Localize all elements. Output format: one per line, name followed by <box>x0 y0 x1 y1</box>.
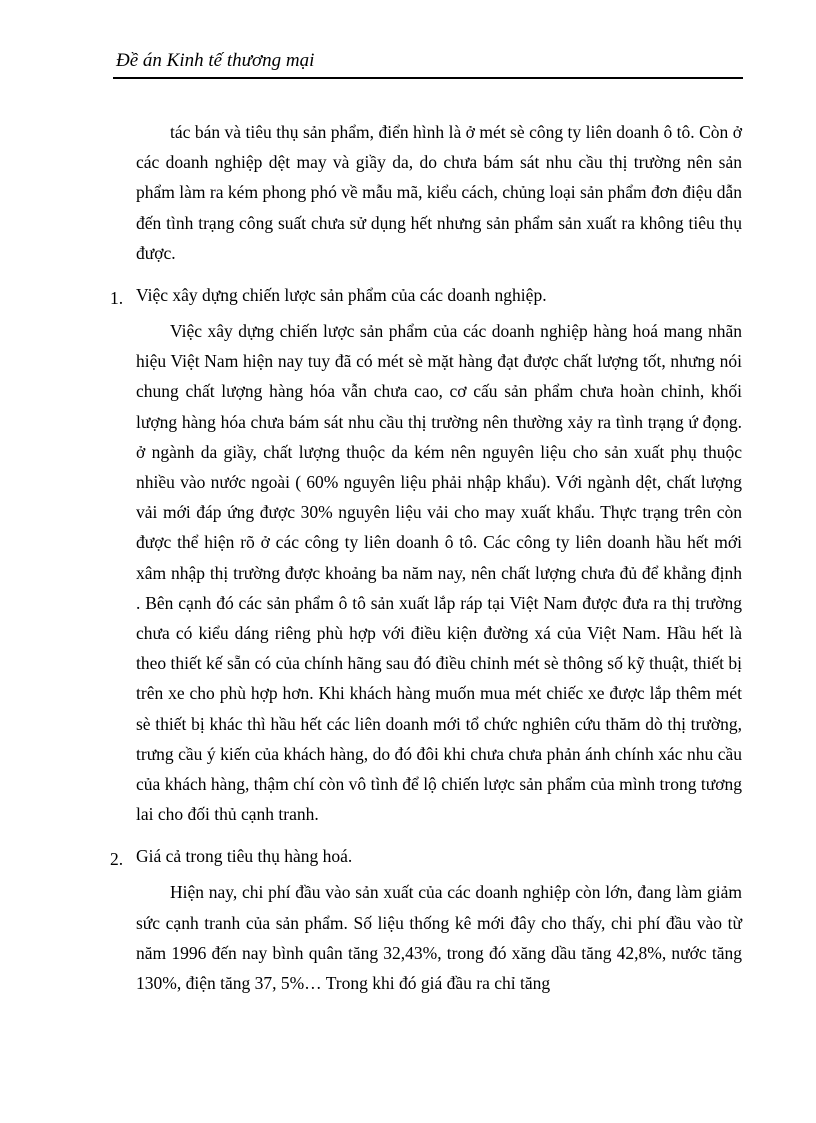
section-number-2: 2. <box>110 849 124 870</box>
section-number-1: 1. <box>110 288 124 309</box>
section-paragraph-2: Hiện nay, chi phí đầu vào sản xuất của các doanh nghiệp còn lớn, đang làm giảm sức cạnh tranh của sản phẩm. Số liệu thống kê mới đây cho thấy, chi phí đầu vào từ năm 1996 đến nay bình quân tăng 32,43%, trong đó xăng dầu tăng 42,8%, nước tăng 130%, điện tăng 37, 5%… Trong khi đó giá đầu ra chỉ tăng <box>136 882 742 994</box>
section-title-2: Giá cả trong tiêu thụ hàng hoá. <box>136 846 353 867</box>
section-paragraph-1: Việc xây dựng chiến lược sản phẩm của các doanh nghiệp hàng hoá mang nhãn hiệu Việt Nam hiện nay tuy đã có mét sè mặt hàng đạt được chất lượng tốt, nhưng nói chung chất lượng hàng hóa vẫn chưa cao, cơ cấu sản phẩm chưa hoàn chỉnh, khối lượng hàng hóa chưa bám sát nhu cầu thị trường nên thường xảy ra tình trạng ứ đọng. ở ngành da giầy, chất lượng thuộc da kém nên nguyên liệu cho sản xuất phụ thuộc nhiều vào nước ngoài ( 60% nguyên liệu phải nhập khẩu). Với ngành dệt, chất lượng vải mới đáp ứng được 30% nguyên liệu vải cho may xuất khẩu. Thực trạng trên còn được thể hiện rõ ở các công ty liên doanh ô tô. Các công ty liên doanh hầu hết mới xâm nhập thị trường được khoảng ba năm nay, nên chất lượng chưa đủ để khẳng định . Bên cạnh đó các sản phẩm ô tô sản xuất lắp ráp tại Việt Nam được đưa ra thị trường chưa có kiểu dáng riêng phù hợp với điều kiện đường xá của Việt Nam. Hầu hết là theo thiết kế sẵn có của chính hãng sau đó điều chỉnh mét sè thông số kỹ thuật, thiết bị trên xe cho phù hợp hơn. Khi khách hàng muốn mua mét chiếc xe được lắp thêm mét sè thiết bị khác thì hầu hết các liên doanh mới tổ chức nghiên cứu thăm dò thị trường, trưng cầu ý kiến của khách hàng, do đó đôi khi chưa chưa phản ánh chính xác nhu cầu của khách hàng, thậm chí còn vô tình để lộ chiến lược sản phẩm của mình trong tương lai cho đối thủ cạnh tranh. <box>136 321 742 825</box>
section-heading-1 <box>110 280 742 310</box>
intro-paragraph: tác bán và tiêu thụ sản phẩm, điển hình là ở mét sè công ty liên doanh ô tô. Còn ở các doanh nghiệp dệt may và giầy da, do chưa bám sát nhu cầu thị trường nên sản phẩm làm ra kém phong phó về mẫu mã, kiểu cách, chủng loại sản phẩm đơn điệu dẫn đến tình trạng công suất chưa sử dụng hết nhưng sản phẩm sản xuất ra không tiêu thụ được. <box>136 122 742 263</box>
section-heading-2 <box>110 841 742 871</box>
header-title: Đề án Kinh tế thương mại <box>116 50 315 71</box>
page-header <box>113 48 743 79</box>
document-body <box>110 117 742 998</box>
header-rule <box>113 77 743 79</box>
section-title-1: Việc xây dựng chiến lược sản phẩm của các doanh nghiệp. <box>136 285 547 306</box>
